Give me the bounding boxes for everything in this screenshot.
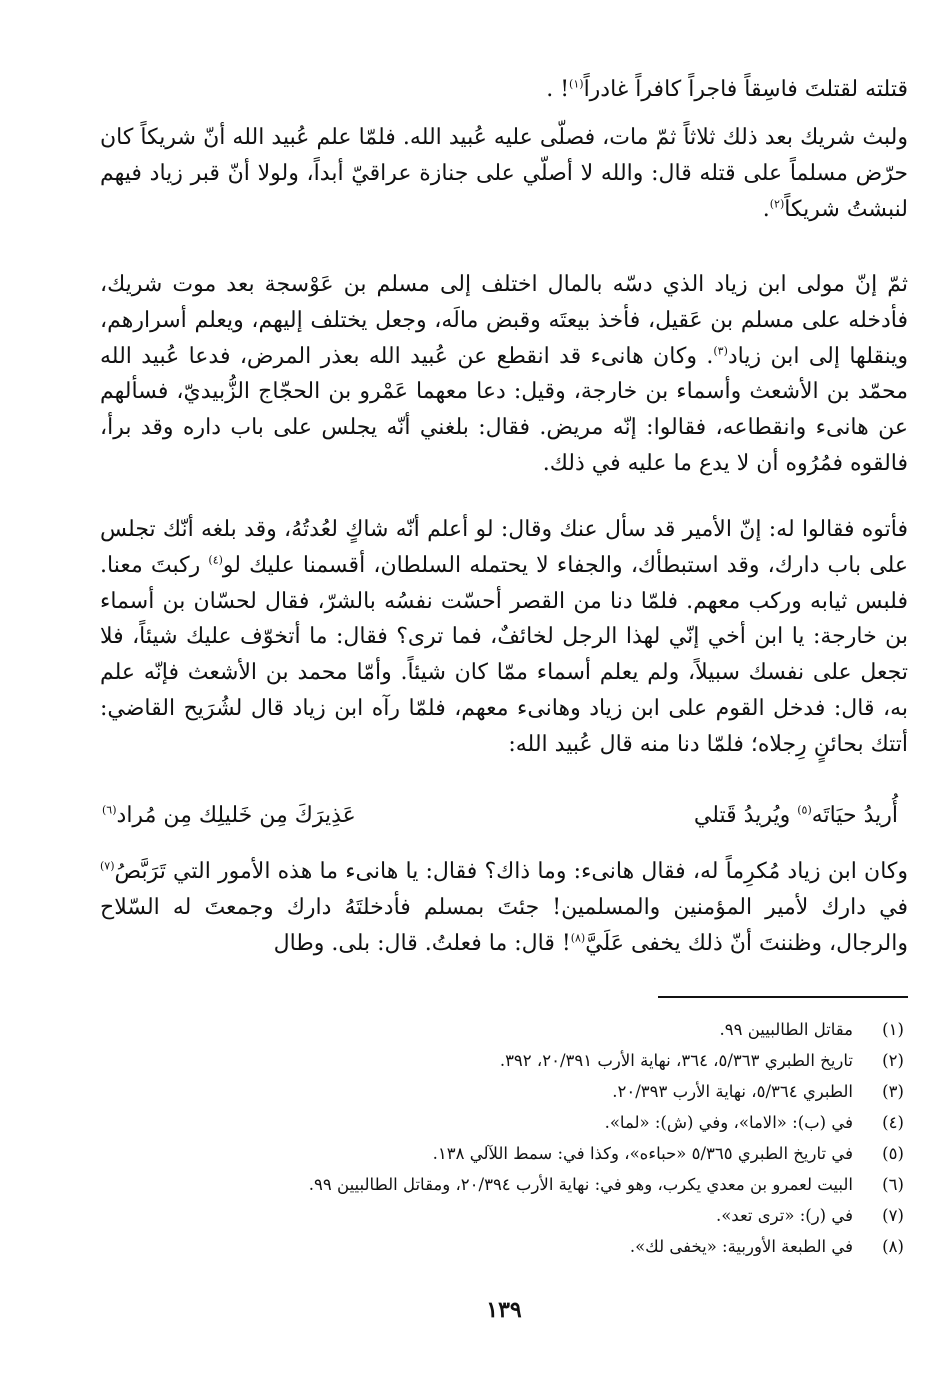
book-page (100, 72, 908, 1342)
footnote-text: في تاريخ الطبري ٥/٣٦٥ «حباءه»، وكذا في: سمط اللآلي ١٣٨. (432, 1144, 853, 1163)
footnote-number: (٨) (882, 1237, 904, 1256)
footnote-item (100, 1107, 908, 1138)
verse-text: عَذِيرَكَ مِن خَليلِك مِن مُراد (116, 803, 356, 828)
footnote-item (100, 1231, 908, 1262)
paragraph-5 (100, 854, 908, 961)
paragraph-text: . (762, 196, 770, 222)
footnote-item (100, 1200, 908, 1231)
verse-text: أُريدُ حيَاتَه (811, 803, 898, 828)
footnote-text: تاريخ الطبري ٥/٣٦٣، ٣٦٤، نهاية الأرب ٢٠/٣٩١، ٣٩٢. (499, 1051, 853, 1070)
footnote-text: مقاتل الطالبيين ٩٩. (719, 1020, 853, 1039)
footnote-item (100, 1138, 908, 1169)
footnote-ref: (١) (569, 77, 584, 91)
verse-first-hemistich (694, 798, 898, 834)
paragraph-text: وكان ابن زياد مُكرِماً له، فقال هانىء: وما ذاك؟ فقال: يا هانىء ما هذه الأمور التي تَرَبَّصُ (114, 859, 908, 884)
verse-text: ويُريدُ قَتلي (693, 803, 798, 828)
footnote-number: (٧) (882, 1206, 904, 1225)
footnote-ref: (٢) (769, 197, 785, 211)
footnote-text: البيت لعمرو بن معدي يكرب، وهو في: نهاية الأرب ٢٠/٣٩٤، ومقاتل الطالبيين ٩٩. (308, 1175, 853, 1194)
footnote-item (100, 1169, 908, 1200)
footnote-ref: (٤) (208, 553, 223, 567)
poetry-verse (100, 798, 908, 838)
footnote-ref: (٥) (797, 803, 812, 817)
paragraph-4 (100, 512, 908, 763)
footnote-separator (658, 996, 908, 998)
paragraph-1 (100, 72, 908, 108)
footnote-number: (٣) (882, 1082, 904, 1101)
footnote-ref: (٨) (570, 931, 586, 945)
footnote-ref: (٧) (100, 859, 115, 873)
footnote-text: في (ب): «الاما»، وفي (ش): «لما». (604, 1113, 853, 1132)
footnote-text: في (ر): «ترى تعد». (715, 1206, 853, 1225)
paragraph-text: في دارك لأمير المؤمنين والمسلمين! جئتَ بمسلم فأدخلتَهُ دارك وجمعتَ له السّلاح والرجال، وظننتَ أنّ ذلك يخفى عَلَيَّ (100, 894, 908, 956)
footnote-text: في الطبعة الأوربية: «يخفى لك». (629, 1237, 853, 1256)
paragraph-text: قتلته لقتلتَ فاسِقاً فاجراً كافراً غادراً (583, 77, 908, 102)
paragraph-text: ولبث شريك بعد ذلك ثلاثاً ثمّ مات، فصلّى عليه عُبيد الله. فلمّا علم عُبيد الله أنّ شريكاً كان حرّض مسلماً على قتله قال: والله لا أصلّي على جنازة عراقيّ أبداً، ولولا أنّ قبر زياد فيهم لنبشتُ شريكاً (100, 125, 908, 222)
footnote-number: (٦) (882, 1175, 904, 1194)
footnote-number: (١) (882, 1020, 904, 1039)
footnote-item (100, 1014, 908, 1045)
paragraph-2 (100, 120, 908, 227)
paragraph-text: ثمّ إنّ مولى ابن زياد الذي دسّه بالمال اختلف إلى مسلم بن عَوْسجة بعد موت شريك، فأدخله على مسلم بن عَقيل، فأخذ بيعتَه وقبض مالَه، وجعل يختلف إليهم، ويعلم أسرارهم، وينقلها إلى ابن زياد (100, 272, 908, 369)
paragraph-text: ! . (546, 77, 570, 102)
footnote-number: (٢) (882, 1051, 904, 1070)
footnote-item (100, 1076, 908, 1107)
footnote-item (100, 1045, 908, 1076)
paragraph-text: . وكان هانىء قد انقطع عن عُبيد الله بعذر المرض، فدعا عُبيد الله محمّد بن الأشعث وأسماء بن خارجة، وقيل: دعا معهما عَمْرو بن الحجّاج الزُّبيديّ، فسألهم عن هانىء وانقطاعه، فقالوا: إنّه مريض. فقال: بلغني أنّه يجلس على باب داره وقد برأ، فالقوه فمُرُوه أن لا يدع ما عليه في ذلك. (100, 343, 908, 476)
page-number: ١٣٩ (486, 1297, 522, 1323)
paragraph-text: ! قال: ما فعلتُ. قال: بلى. وطال (273, 930, 571, 956)
verse-second-hemistich (102, 798, 356, 834)
footnote-ref: (٣) (713, 344, 728, 358)
paragraph-3 (100, 267, 908, 482)
footnote-number: (٥) (882, 1144, 904, 1163)
paragraph-text: فأتوه فقالوا له: إنّ الأمير قد سأل عنك وقال: لو أعلم أنّه شاكٍ لعُدتُهُ، وقد بلغه أنّك تجلس على باب دارك، وقد استبطأك، والجفاء لا يحتمله السلطان، أقسمنا عليك لو (100, 517, 908, 578)
footnote-ref: (٦) (102, 803, 117, 817)
footnote-text: الطبري ٥/٣٦٤، نهاية الأرب ٢٠/٣٩٣. (612, 1082, 853, 1101)
footnotes-list (100, 1014, 908, 1262)
paragraph-text: ركبتَ معنا. فلبس ثيابه وركب معهم. فلمّا دنا من القصر أحسّت نفسُه بالشرّ، فقال لحسّان بن أسماء بن خارجة: يا ابن أخي إنّي لهذا الرجل لخائفٌ، فما ترى؟ فقال: ما أتخوّف عليك شيئاً، فلا تجعل على نفسك سبيلاً، ولم يعلم أسماء ممّا كان شيئاً. وأمّا محمد بن الأشعث فإنّه علم به، قال: فدخل القوم على ابن زياد وهانىء معهم، فلمّا رآه ابن زياد قال لشُرَيح القاضي: أتتك بحائنٍ رِجلاه؛ فلمّا دنا منه قال عُبيد الله: (100, 552, 908, 757)
footnote-number: (٤) (882, 1113, 904, 1132)
